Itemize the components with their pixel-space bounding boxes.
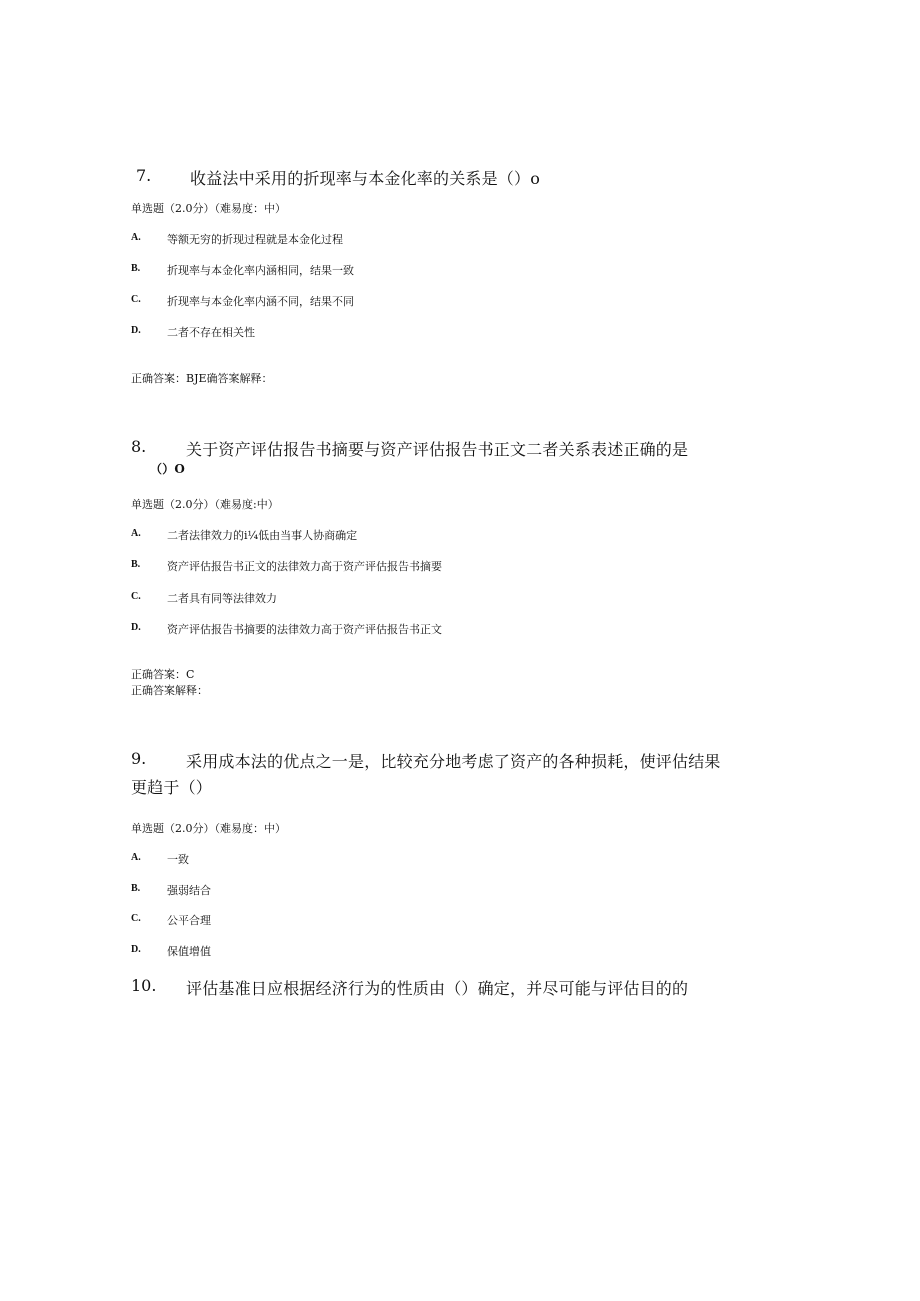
question-10-number: 10. [131, 976, 157, 995]
question-8-number: 8. [131, 437, 147, 456]
question-9-option-c-letter: C. [131, 913, 141, 924]
question-9-meta: 单选题（2.0分）（难易度：中） [131, 822, 286, 835]
question-10-text: 评估基准日应根据经济行为的性质由（）确定，并尽可能与评估目的的 [186, 979, 689, 998]
question-9-text-continued: 更趋于（） [131, 778, 213, 797]
question-9-option-d: 保值增值 [167, 945, 211, 958]
question-7-option-b: 折现率与本金化率内涵相同，结果一致 [167, 264, 354, 277]
question-8-text: 关于资产评估报告书摘要与资产评估报告书正文二者关系表述正确的是 [186, 440, 689, 459]
question-8-option-c: 二者具有同等法律效力 [167, 592, 277, 605]
question-7-option-b-letter: B. [131, 263, 141, 274]
question-8-option-d-letter: D. [131, 622, 141, 633]
question-7-answer: 正确答案：BJE确答案解释： [131, 372, 273, 385]
question-8-text-continued: （）O [150, 462, 186, 476]
question-9-option-b: 强弱结合 [167, 884, 211, 897]
question-8-answer: 正确答案：C [131, 668, 195, 681]
question-7-option-c-letter: C. [131, 294, 141, 305]
question-7-text: 收益法中采用的折现率与本金化率的关系是（）o [190, 169, 541, 188]
question-9-text: 采用成本法的优点之一是，比较充分地考虑了资产的各种损耗，使评估结果 [186, 752, 721, 771]
question-9-option-c: 公平合理 [167, 914, 211, 927]
question-8-option-b-letter: B. [131, 559, 141, 570]
question-8-option-b: 资产评估报告书正文的法律效力高于资产评估报告书摘要 [167, 560, 442, 573]
question-9-option-a-letter: A. [131, 852, 141, 863]
question-8-option-c-letter: C. [131, 591, 141, 602]
question-7-meta: 单选题（2.0分）（难易度：中） [131, 202, 286, 215]
question-8-option-a-letter: A. [131, 528, 141, 539]
question-8-meta: 单选题（2.0分）（难易度:中） [131, 498, 279, 511]
question-8-answer-explanation: 正确答案解释： [131, 684, 208, 697]
question-9-number: 9. [131, 749, 147, 768]
question-9-option-d-letter: D. [131, 944, 141, 955]
question-8-option-a: 二者法律效力的i¼低由当事人协商确定 [167, 529, 358, 542]
question-7-option-a-letter: A. [131, 232, 141, 243]
question-7-option-d-letter: D. [131, 325, 141, 336]
question-8-option-d: 资产评估报告书摘要的法律效力高于资产评估报告书正文 [167, 623, 442, 636]
question-7-option-d: 二者不存在相关性 [167, 326, 255, 339]
question-9-option-a: 一致 [167, 853, 189, 866]
question-9-option-b-letter: B. [131, 883, 141, 894]
question-7-option-a: 等额无穷的折现过程就是本金化过程 [167, 233, 343, 246]
question-7-number: 7. [136, 166, 152, 185]
question-7-option-c: 折现率与本金化率内涵不同，结果不同 [167, 295, 354, 308]
